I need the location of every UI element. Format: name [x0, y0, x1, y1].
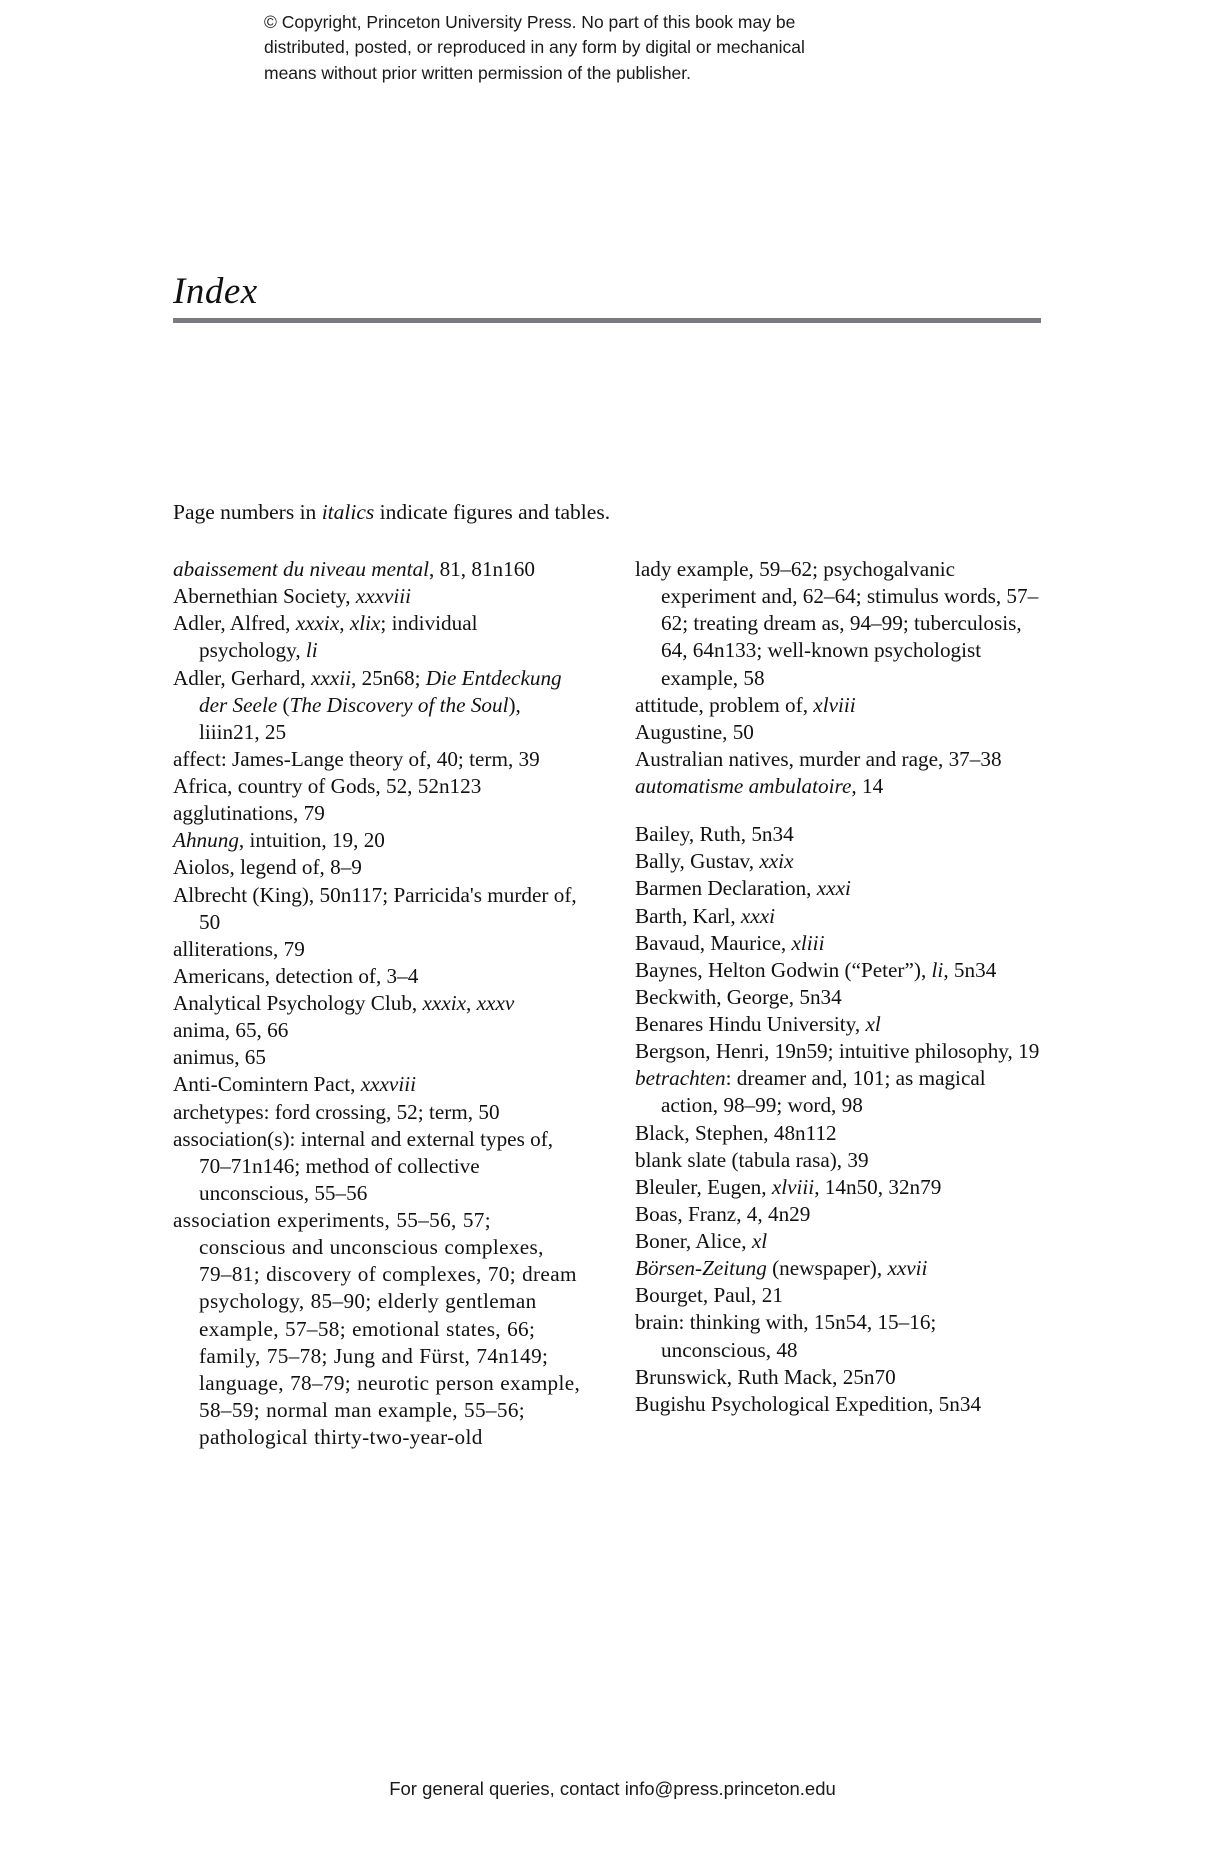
- index-entry: Börsen-Zeitung (newspaper), xxvii: [635, 1256, 928, 1281]
- index-entry: Bleuler, Eugen, xlviii, 14n50, 32n79: [635, 1174, 942, 1199]
- index-entry: animus, 65: [173, 1045, 266, 1070]
- index-entry: Albrecht (King), 50n117; Parricida's murder of, 50: [173, 882, 577, 934]
- index-entry: Benares Hindu University, xl: [635, 1012, 881, 1036]
- index-entry: Adler, Gerhard, xxxii, 25n68; Die Entdeckung der Seele (The Discovery of the Soul), liiin21, 25: [173, 665, 562, 744]
- index-entry: brain: thinking with, 15n54, 15–16; unconscious, 48: [635, 1310, 937, 1362]
- lead-note-before: Page numbers in: [173, 500, 322, 524]
- index-entry: Baynes, Helton Godwin (“Peter”), li, 5n34: [635, 957, 997, 982]
- index-entry: abaissement du niveau mental, 81, 81n160: [173, 557, 535, 581]
- index-entry: Augustine, 50: [635, 719, 754, 744]
- index-entry: Aiolos, legend of, 8–9: [173, 855, 362, 880]
- index-entry: Bally, Gustav, xxix: [635, 849, 794, 874]
- index-entry: Barmen Declaration, xxxi: [635, 876, 851, 901]
- index-entry: Boas, Franz, 4, 4n29: [635, 1201, 811, 1226]
- index-entry: blank slate (tabula rasa), 39: [635, 1147, 869, 1172]
- index-entry: Barth, Karl, xxxi: [635, 903, 776, 928]
- index-columns: [173, 556, 1043, 1451]
- index-entry: Ahnung, intuition, 19, 20: [173, 828, 385, 853]
- index-entry: Brunswick, Ruth Mack, 25n70: [635, 1364, 896, 1389]
- copyright-line-1: © Copyright, Princeton University Press. No part of this book may be: [264, 12, 796, 32]
- page-footer: For general queries, contact info@press.princeton.edu: [389, 1778, 836, 1799]
- index-entry: automatisme ambulatoire, 14: [635, 774, 884, 798]
- index-entry: Bailey, Ruth, 5n34: [635, 822, 794, 847]
- index-entry: Bugishu Psychological Expedition, 5n34: [635, 1391, 982, 1416]
- index-entry: association experiments, 55–56, 57; conscious and unconscious complexes, 79–81; discovery of complexes, 70; dream psychology, 85–90; elderly gentleman example, 57–58; emotional states, 66; family, 75–78; Jung and Fürst, 74n149; language, 78–79; neurotic person example, 58–59; normal man example, 55–56; pathological thirty-two-year-old: [173, 1208, 581, 1449]
- index-column-right: [635, 556, 1043, 1451]
- copyright-notice: [264, 10, 964, 86]
- copyright-line-2: distributed, posted, or reproduced in any form by digital or mechanical: [264, 37, 805, 58]
- index-entry: attitude, problem of, xlviii: [635, 692, 856, 717]
- index-entry: Bavaud, Maurice, xliii: [635, 930, 825, 955]
- index-entry: agglutinations, 79: [173, 801, 325, 826]
- index-entry: affect: James-Lange theory of, 40; term, 39: [173, 746, 540, 771]
- lead-note-italic: italics: [321, 500, 375, 524]
- title-divider: [173, 318, 1041, 323]
- index-entry: Black, Stephen, 48n112: [635, 1120, 837, 1145]
- index-entry: anima, 65, 66: [173, 1018, 289, 1043]
- index-entry: alliterations, 79: [173, 936, 305, 961]
- lead-note-after: indicate figures and tables.: [374, 500, 611, 524]
- index-entry: association(s): internal and external types of, 70–71n146; method of collective unconscious, 55–56: [173, 1126, 554, 1205]
- index-entry: Australian natives, murder and rage, 37–38: [635, 746, 1002, 771]
- index-entry: Boner, Alice, xl: [635, 1229, 768, 1253]
- index-entry: Bergson, Henri, 19n59; intuitive philosophy, 19: [635, 1039, 1040, 1064]
- index-entry: archetypes: ford crossing, 52; term, 50: [173, 1099, 500, 1124]
- index-entry: Bourget, Paul, 21: [635, 1283, 783, 1308]
- page-title: Index: [173, 271, 258, 312]
- index-entry: Adler, Alfred, xxxix, xlix; individual psychology, li: [173, 611, 478, 663]
- index-entry: Abernethian Society, xxxviii: [173, 584, 412, 609]
- index-entry: Analytical Psychology Club, xxxix, xxxv: [173, 991, 515, 1015]
- index-entry: Anti-Comintern Pact, xxxviii: [173, 1072, 416, 1097]
- index-column-left: [173, 556, 581, 1451]
- index-entry: Africa, country of Gods, 52, 52n123: [173, 774, 482, 798]
- index-entry: Americans, detection of, 3–4: [173, 963, 419, 988]
- index-entry: lady example, 59–62; psychogalvanic experiment and, 62–64; stimulus words, 57–62; treating dream as, 94–99; tuberculosis, 64, 64n133; well-known psychologist example, 58: [635, 557, 1039, 690]
- copyright-line-3: means without prior written permission of the publisher.: [264, 62, 692, 83]
- lead-note: [173, 500, 610, 525]
- index-entry: betrachten: dreamer and, 101; as magical action, 98–99; word, 98: [635, 1066, 986, 1118]
- section-gap: [635, 800, 1043, 821]
- index-entry: Beckwith, George, 5n34: [635, 984, 842, 1009]
